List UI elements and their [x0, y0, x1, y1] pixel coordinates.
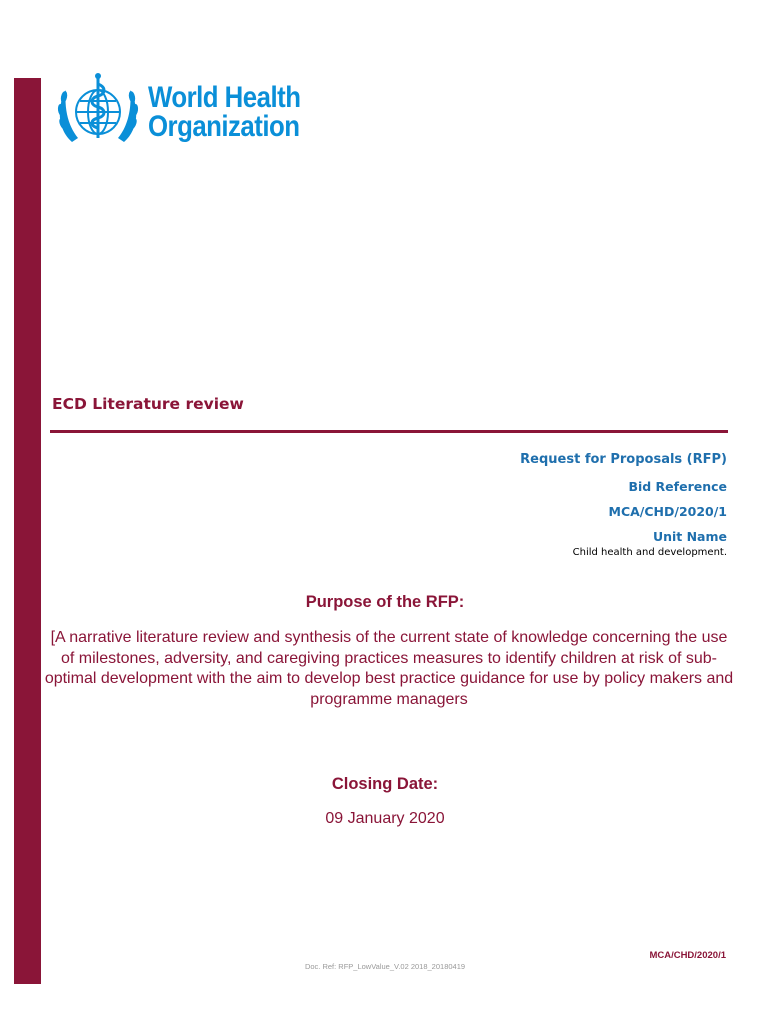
- closing-date-heading: Closing Date:: [331, 775, 439, 793]
- bid-reference-label: Bid Reference: [628, 479, 727, 494]
- unit-name-label: Unit Name: [652, 529, 727, 544]
- side-accent-bar: [14, 78, 41, 984]
- org-name: [148, 83, 300, 141]
- bid-reference-value: MCA/CHD/2020/1: [608, 504, 727, 519]
- who-logo: [52, 72, 325, 152]
- org-name-line2: Organization: [148, 110, 300, 143]
- footer-doc-ref: Doc. Ref: RFP_LowValue_V.02 2018_20180419: [304, 962, 466, 971]
- closing-date-value: 09 January 2020: [325, 810, 445, 827]
- purpose-heading: Purpose of the RFP:: [305, 593, 465, 611]
- purpose-text: [A narrative literature review and synthesis of the current state of knowledge concerning the use of milestones, adversity, and caregiving practices measures to identify children at risk of sub-optimal development with the aim to develop best practice guidance for use by policy makers and programme managers: [44, 629, 734, 708]
- document-title: ECD Literature review: [52, 395, 244, 413]
- who-emblem-icon: [52, 72, 144, 152]
- unit-name-value: Child health and development.: [572, 547, 727, 558]
- rfp-label: Request for Proposals (RFP): [520, 452, 727, 467]
- footer-bid-code: MCA/CHD/2020/1: [649, 950, 726, 961]
- org-name-line1: World Health: [148, 81, 301, 114]
- title-divider: [50, 430, 728, 433]
